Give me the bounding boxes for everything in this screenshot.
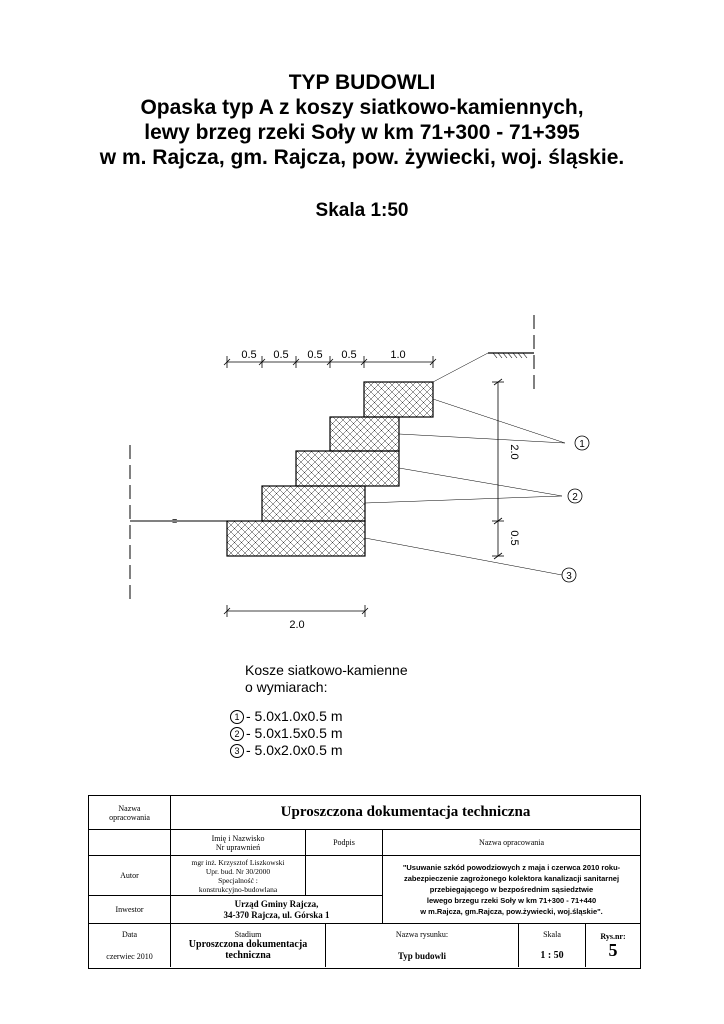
project-line-4: lewego brzegu rzeki Soły w km 71+300 - 71+440 <box>426 896 597 905</box>
base-dim: 2.0 <box>289 619 305 631</box>
imie-label-cell <box>171 830 306 856</box>
gabion-basket-5 <box>227 521 365 556</box>
nazwa-rysunku-cell <box>326 924 519 967</box>
title-block-table <box>88 795 641 969</box>
legend-item-2-text: - 5.0x1.5x0.5 m <box>246 725 343 741</box>
legend-item-1-text: - 5.0x1.0x0.5 m <box>246 708 343 724</box>
legend-item-2-number: 2 <box>230 727 244 741</box>
project-line-3: przebiegającego w bezpośrednim sąsiedztwie <box>429 885 594 894</box>
project-line-1: "Usuwanie szkód powodziowych z maja i czerwca 2010 roku- <box>402 863 621 872</box>
autor-line-1: mgr inż. Krzysztof Liszkowski <box>191 857 285 867</box>
nazwa-label-1: Nazwa <box>118 803 141 813</box>
skala-cell <box>519 924 586 967</box>
legend-item-2 <box>230 725 408 742</box>
autor-line-4: konstrukcyjno-budowlana <box>198 884 278 894</box>
scale-heading: Skala 1:50 <box>315 200 409 221</box>
stadium-value-2: techniczna <box>225 950 271 961</box>
autor-signature-cell <box>306 856 383 896</box>
title-line-4: w m. Rajcza, gm. Rajcza, pow. żywiecki, woj. śląskie. <box>99 146 625 169</box>
autor-line-3: Specjalność : <box>218 875 258 885</box>
inwestor-line-2: 34-370 Rajcza, ul. Górska 1 <box>223 909 330 920</box>
legend-item-3-number: 3 <box>230 744 244 758</box>
blank-header-cell <box>89 830 171 856</box>
top-dim-4: 0.5 <box>341 349 357 361</box>
stadium-cell <box>171 924 326 967</box>
callout-number-1: 1 <box>579 439 585 450</box>
stadium-value-1: Uproszczona dokumentacja <box>188 939 308 950</box>
nazwa-opr-label-cell <box>383 830 640 856</box>
skala-value: 1 : 50 <box>540 950 564 962</box>
title-line-1: TYP BUDOWLI <box>288 71 436 94</box>
inwestor-label-cell <box>89 896 171 924</box>
podpis-label: Podpis <box>333 838 355 847</box>
legend-item-3-text: - 5.0x2.0x0.5 m <box>246 742 343 758</box>
top-dim-5: 1.0 <box>390 349 406 361</box>
top-dim-2: 0.5 <box>273 349 289 361</box>
legend-heading-line-2: o wymiarach: <box>245 679 328 695</box>
title-line-2: Opaska typ A z koszy siatkowo-kamiennych, <box>140 96 584 119</box>
data-value: czerwiec 2010 <box>106 951 153 961</box>
nazwa-rysunku-value: Typ budowli <box>397 951 447 961</box>
project-name-cell <box>383 856 640 924</box>
gabion-basket-2 <box>330 417 399 451</box>
imie-label-2: Nr uprawnień <box>215 842 261 852</box>
inwestor-line-1: Urząd Gminy Rajcza, <box>234 898 319 909</box>
rys-nr-cell <box>586 924 640 967</box>
project-line-2: zabezpieczenie zagrożonego kolektora kanalizacji sanitarnej <box>403 874 620 883</box>
water-level-mark: ≡ <box>172 516 178 526</box>
top-dim-1: 0.5 <box>241 349 257 361</box>
project-line-5: w m.Rajcza, gm.Rajcza, pow.żywiecki, woj.śląskie". <box>420 907 603 916</box>
height-dim-upper: 2.0 <box>508 444 520 460</box>
autor-label-cell <box>89 856 171 896</box>
nazwa-rysunku-label: Nazwa rysunku: <box>395 930 449 939</box>
podpis-label-cell <box>306 830 383 856</box>
autor-line-2: Upr. bud. Nr 30/2000 <box>205 866 271 876</box>
rys-value: 5 <box>608 940 618 960</box>
inwestor-value-cell <box>171 896 383 924</box>
rys-label: Rys.nr: <box>600 932 626 941</box>
autor-label: Autor <box>120 871 139 880</box>
title-line-3: lewy brzeg rzeki Soły w km 71+300 - 71+395 <box>144 121 580 144</box>
nazwa-opracowania-label-cell <box>89 796 171 830</box>
legend-item-3 <box>230 742 408 759</box>
doc-title-cell <box>171 796 640 830</box>
doc-title: Uproszczona dokumentacja techniczna <box>280 804 531 820</box>
callout-number-3: 3 <box>566 571 572 582</box>
stadium-label: Stadium <box>234 930 262 939</box>
skala-label: Skala <box>543 929 561 939</box>
nazwa-label-2: opracowania <box>109 812 150 822</box>
gabion-basket-3 <box>296 451 399 486</box>
top-dim-3: 0.5 <box>307 349 323 361</box>
gabion-basket-4 <box>262 486 365 521</box>
ground-hatch <box>493 353 527 358</box>
height-dim-lower: 0.5 <box>508 530 520 546</box>
basket-legend <box>234 662 408 759</box>
legend-item-1 <box>230 708 408 725</box>
inwestor-label: Inwestor <box>115 905 144 914</box>
legend-heading-line-1: Kosze siatkowo-kamienne <box>245 662 408 678</box>
data-cell <box>89 924 171 967</box>
autor-value-cell <box>171 856 306 896</box>
callout-number-2: 2 <box>572 492 578 503</box>
nazwa-opr-label: Nazwa opracowania <box>478 838 545 847</box>
data-label: Data <box>121 930 138 940</box>
legend-item-1-number: 1 <box>230 710 244 724</box>
gabion-basket-1 <box>364 382 433 417</box>
imie-label-1: Imię i Nazwisko <box>211 833 265 843</box>
